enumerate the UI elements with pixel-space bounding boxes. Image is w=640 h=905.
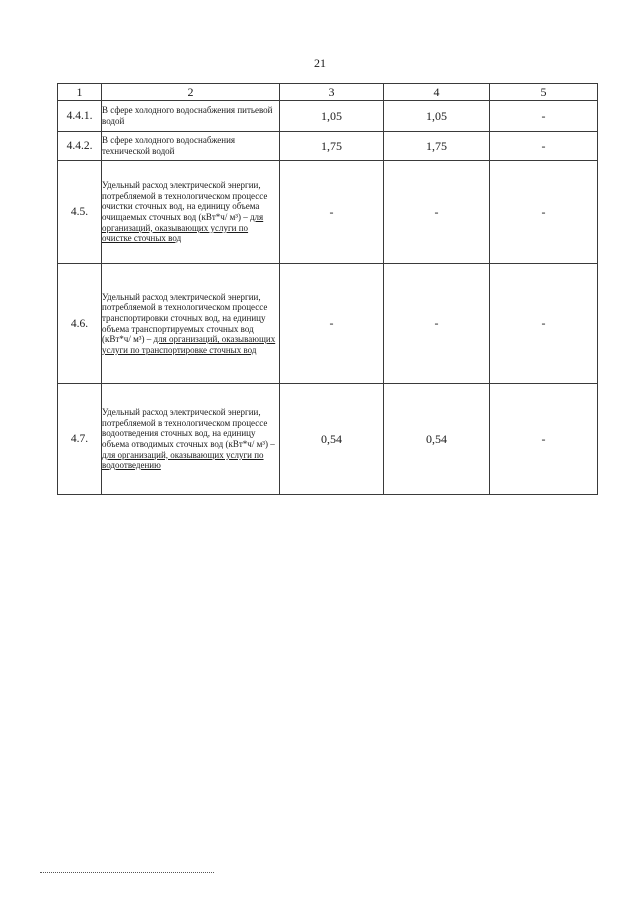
- row-description-underlined: для организаций, оказывающих услуги по транспортировке сточных вод: [102, 334, 276, 355]
- row-value-col3: 1,75: [280, 132, 384, 161]
- row-value-col4: 0,54: [384, 384, 490, 495]
- row-description: [102, 161, 280, 264]
- table-row: [58, 161, 598, 264]
- table-row: [58, 384, 598, 495]
- row-number: 4.6.: [58, 264, 102, 384]
- row-description: [102, 384, 280, 495]
- row-value-col3: 0,54: [280, 384, 384, 495]
- column-header-4: 4: [384, 84, 490, 101]
- row-description-text: Удельный расход электрической энергии, потребляемой в технологическом процессе водоотведения сточных вод, на единицу объема отводимых сточных вод (кВт*ч/ м³) –: [102, 407, 275, 449]
- table-row: [58, 264, 598, 384]
- row-value-col5: -: [490, 132, 598, 161]
- column-header-1: 1: [58, 84, 102, 101]
- table-row: [58, 132, 598, 161]
- indicators-table: [57, 83, 598, 495]
- row-value-col3: -: [280, 161, 384, 264]
- row-description-text: Удельный расход электрической энергии, потребляемой в технологическом процессе транспортировки сточных вод, на единицу объема транспортируемых сточных вод (кВт*ч/ м³) –: [102, 291, 268, 345]
- row-value-col3: 1,05: [280, 101, 384, 132]
- row-value-col4: -: [384, 264, 490, 384]
- row-value-col4: 1,05: [384, 101, 490, 132]
- row-value-col3: -: [280, 264, 384, 384]
- row-value-col5: -: [490, 101, 598, 132]
- table-header-row: [58, 84, 598, 101]
- row-description-text: Удельный расход электрической энергии, потребляемой в технологическом процессе очистки сточных вод, на единицу объема очищаемых сточных вод (кВт*ч/ м³) –: [102, 180, 268, 222]
- page-number: 21: [314, 56, 326, 70]
- row-value-col4: 1,75: [384, 132, 490, 161]
- column-header-3: 3: [280, 84, 384, 101]
- row-value-col5: -: [490, 161, 598, 264]
- row-number: 4.7.: [58, 384, 102, 495]
- row-description-underlined: для организаций, оказывающих услуги по водоотведению: [102, 449, 264, 471]
- row-description-underlined: для организаций, оказывающих услуги по очистке сточных вод: [102, 212, 264, 244]
- column-header-5: 5: [490, 84, 598, 101]
- row-description: [102, 264, 280, 384]
- row-number: 4.4.1.: [58, 101, 102, 132]
- row-number: 4.5.: [58, 161, 102, 264]
- footer-divider: [40, 872, 214, 873]
- row-value-col5: -: [490, 384, 598, 495]
- row-description: [102, 101, 280, 132]
- row-description: [102, 132, 280, 161]
- row-description-text: В сфере холодного водоснабжения технической водой: [102, 135, 236, 156]
- table-row: [58, 101, 598, 132]
- row-description-text: В сфере холодного водоснабжения питьевой водой: [102, 105, 273, 126]
- row-number: 4.4.2.: [58, 132, 102, 161]
- column-header-2: 2: [102, 84, 280, 101]
- row-value-col4: -: [384, 161, 490, 264]
- row-value-col5: -: [490, 264, 598, 384]
